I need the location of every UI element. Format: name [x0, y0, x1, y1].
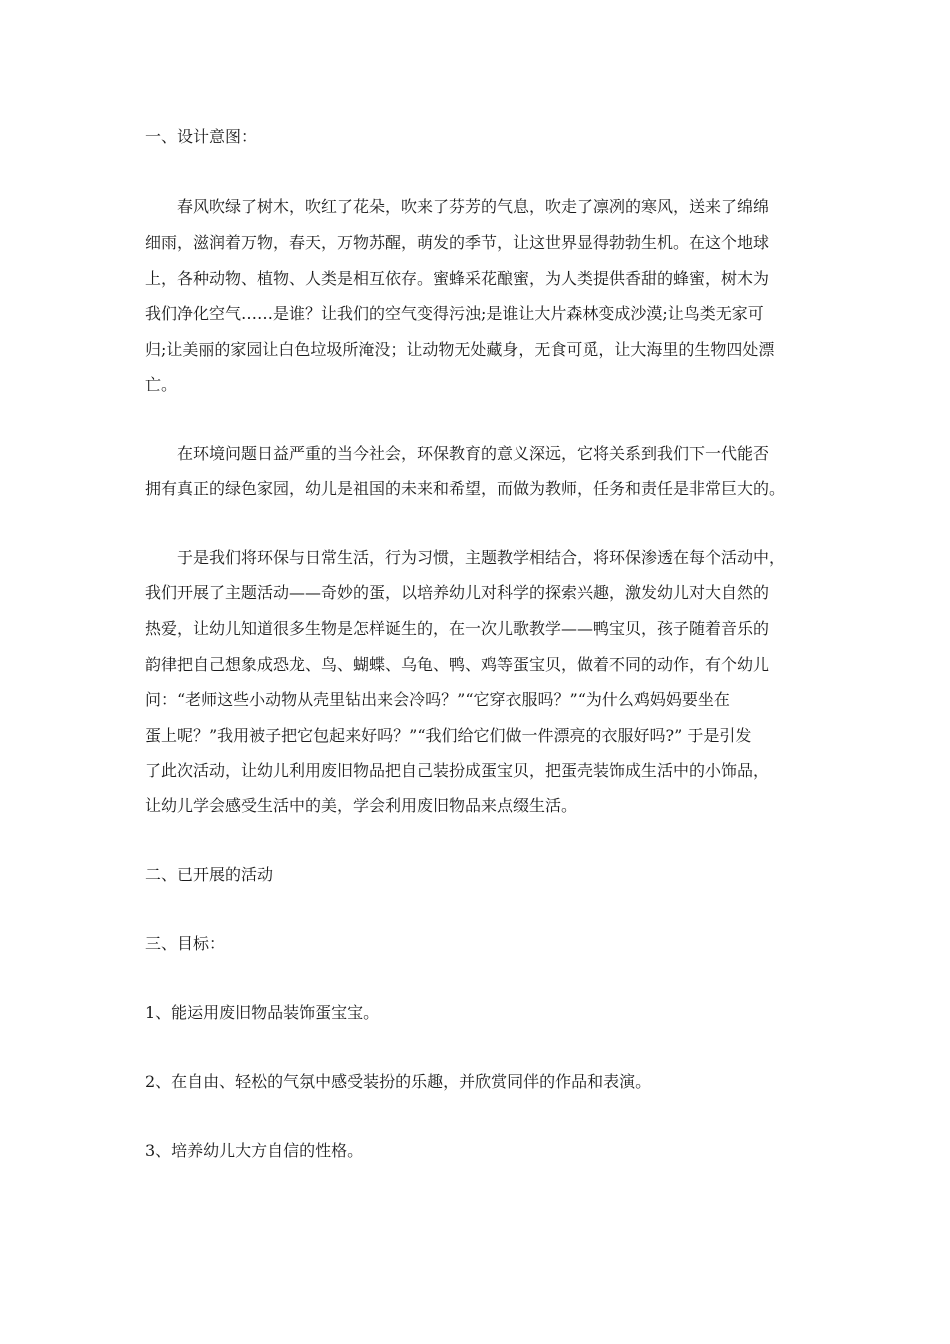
paragraph-line: 我们净化空气……是谁？让我们的空气变得污浊;是谁让大片森林变成沙漠;让鸟类无家可: [145, 304, 764, 323]
paragraph-line: 蛋上呢？”我用被子把它包起来好吗？”“我们给它们做一件漂亮的衣服好吗?” 于是引发: [145, 726, 752, 745]
goal-item: 3、培养幼儿大方自信的性格。: [145, 1141, 364, 1160]
section-heading-goals: 三、目标：: [145, 934, 226, 953]
paragraph-line: 上，各种动物、植物、人类是相互依存。蜜蜂采花酿蜜，为人类提供香甜的蜂蜜，树木为: [145, 269, 770, 288]
paragraph-line: 在环境问题日益严重的当今社会，环保教育的意义深远，它将关系到我们下一代能否: [177, 444, 770, 463]
section-heading-design-intent: 一、设计意图：: [145, 127, 258, 146]
paragraph-line: 细雨，滋润着万物，春天，万物苏醒，萌发的季节，让这世界显得勃勃生机。在这个地球: [145, 233, 770, 252]
paragraph-line: 让幼儿学会感受生活中的美，学会利用废旧物品来点缀生活。: [145, 796, 578, 815]
paragraph-line: 热爱，让幼儿知道很多生物是怎样诞生的，在一次儿歌教学——鸭宝贝，孩子随着音乐的: [145, 619, 770, 638]
goal-item: 2、在自由、轻松的气氛中感受装扮的乐趣，并欣赏同伴的作品和表演。: [145, 1072, 652, 1091]
paragraph-line: 了此次活动，让幼儿利用废旧物品把自己装扮成蛋宝贝，把蛋壳装饰成生活中的小饰品，: [145, 761, 770, 780]
section-heading-activities: 二、已开展的活动: [145, 865, 274, 884]
paragraph-line: 问：“老师这些小动物从壳里钻出来会冷吗？”“它穿衣服吗？”“为什么鸡妈妈要坐在: [145, 690, 730, 709]
paragraph-line: 我们开展了主题活动——奇妙的蛋，以培养幼儿对科学的探索兴趣，激发幼儿对大自然的: [145, 583, 770, 602]
paragraph-line: 韵律把自己想象成恐龙、鸟、蝴蝶、乌龟、鸭、鸡等蛋宝贝，做着不同的动作，有个幼儿: [145, 655, 770, 674]
paragraph-line: 拥有真正的绿色家园，幼儿是祖国的未来和希望，而做为教师，任务和责任是非常巨大的。: [145, 479, 786, 498]
goal-item: 1、能运用废旧物品装饰蛋宝宝。: [145, 1003, 380, 1022]
paragraph-line: 春风吹绿了树木，吹红了花朵，吹来了芬芳的气息，吹走了凛冽的寒风，送来了绵绵: [177, 197, 770, 216]
paragraph-line: 于是我们将环保与日常生活，行为习惯，主题教学相结合，将环保渗透在每个活动中，: [177, 548, 786, 567]
paragraph-line: 亡。: [145, 375, 178, 394]
paragraph-line: 归;让美丽的家园让白色垃圾所淹没；让动物无处藏身，无食可觅，让大海里的生物四处漂: [145, 340, 775, 359]
